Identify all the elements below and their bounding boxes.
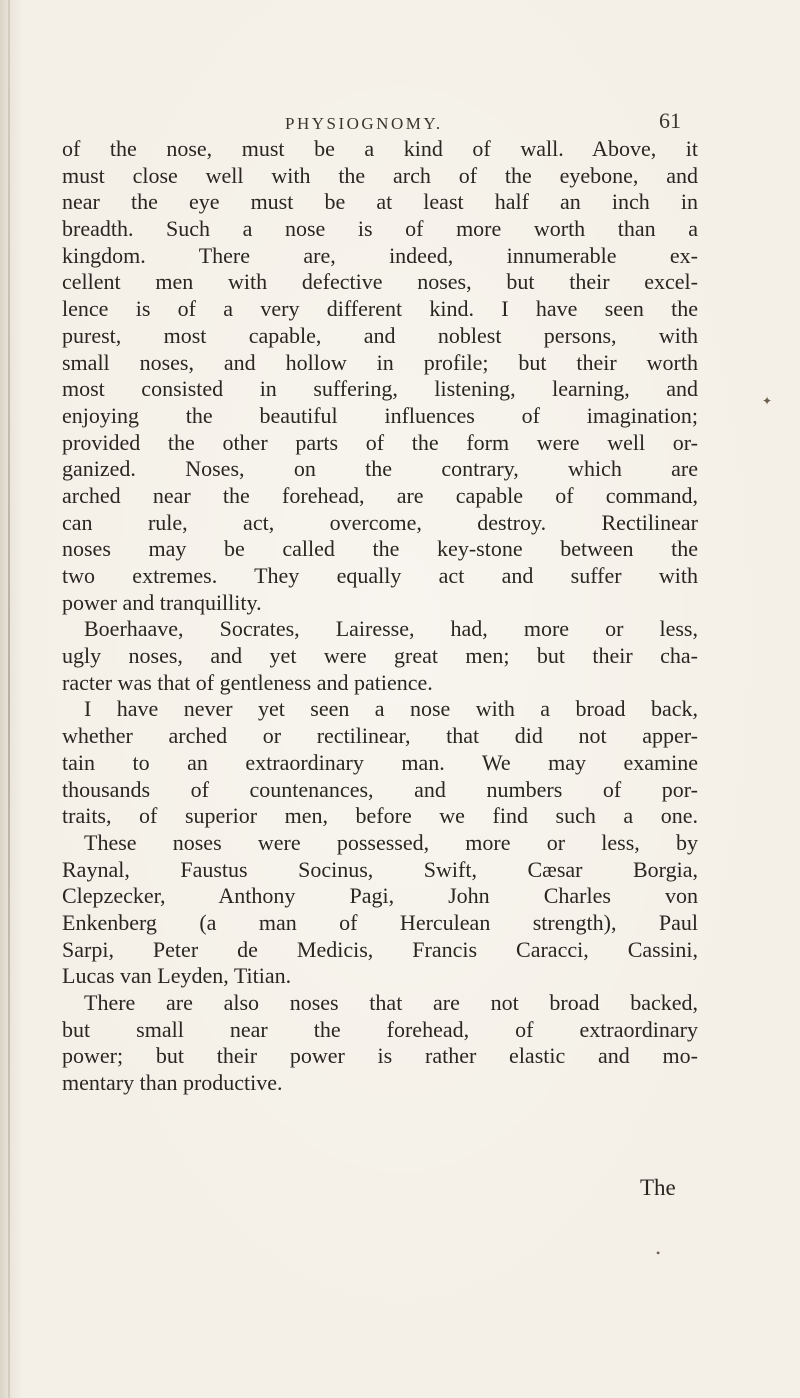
text-line: breadth. Such a nose is of more worth than a — [62, 216, 698, 242]
text-line: near the eye must be at least half an inch in — [62, 189, 698, 215]
text-line: purest, most capable, and noblest persons, with — [62, 322, 698, 348]
text-line: power and tranquillity. — [62, 589, 262, 615]
text-line: of the nose, must be a kind of wall. Above, it — [62, 136, 698, 161]
running-head — [0, 108, 800, 138]
text-line: whether arched or rectilinear, that did not apper- — [62, 723, 698, 749]
text-line: arched near the forehead, are capable of command, — [62, 482, 698, 508]
text-line: kingdom. There are, indeed, innumerable ex- — [62, 242, 698, 268]
text-line: These noses were possessed, more or less, by — [84, 829, 698, 855]
ink-speck: ✦ — [762, 394, 773, 408]
text-line: most consisted in suffering, listening, learning, and — [62, 376, 698, 402]
text-line: small noses, and hollow in profile; but their worth — [62, 349, 698, 375]
catchword: The — [640, 1175, 676, 1200]
binding-gutter — [8, 0, 10, 1398]
text-line: cellent men with defective noses, but their excel- — [62, 269, 698, 295]
text-line: Boerhaave, Socrates, Lairesse, had, more or less, — [84, 616, 698, 642]
text-line: Raynal, Faustus Socinus, Swift, Cæsar Borgia, — [62, 856, 698, 882]
text-line: ugly noses, and yet were great men; but their cha- — [62, 643, 698, 669]
text-line: enjoying the beautiful influences of imagination; — [62, 402, 698, 428]
text-line: racter was that of gentleness and patience. — [62, 669, 433, 695]
text-line: can rule, act, overcome, destroy. Rectilinear — [62, 509, 698, 535]
page-number: 61 — [659, 108, 681, 133]
text-line: tain to an extraordinary man. We may examine — [62, 749, 698, 775]
text-line: must close well with the arch of the eyebone, and — [62, 162, 698, 188]
text-line: Enkenberg (a man of Herculean strength), Paul — [62, 909, 698, 935]
text-line: I have never yet seen a nose with a broad back, — [84, 696, 698, 722]
body-text — [62, 136, 698, 1097]
text-line: ganized. Noses, on the contrary, which are — [62, 456, 698, 482]
text-line: lence is of a very different kind. I have seen the — [62, 296, 698, 322]
text-line: power; but their power is rather elastic and mo- — [62, 1043, 698, 1069]
text-line: thousands of countenances, and numbers of por- — [62, 776, 698, 802]
text-line: two extremes. They equally act and suffer with — [62, 563, 698, 588]
text-line: provided the other parts of the form were well or- — [62, 429, 698, 455]
text-line: noses may be called the key-stone between the — [62, 536, 698, 562]
text-line: traits, of superior men, before we find such a one. — [62, 803, 698, 829]
text-line: There are also noses that are not broad backed, — [84, 990, 698, 1015]
text-line: Lucas van Leyden, Titian. — [62, 963, 292, 989]
text-line: Clepzecker, Anthony Pagi, John Charles von — [62, 883, 698, 909]
text-line: but small near the forehead, of extraordinary — [62, 1016, 698, 1042]
text-line: Sarpi, Peter de Medicis, Francis Caracci, Cassini, — [62, 936, 698, 962]
running-title: PHYSIOGNOMY. — [285, 114, 443, 133]
ink-speck: • — [656, 1246, 661, 1260]
text-line: mentary than productive. — [62, 1070, 283, 1096]
